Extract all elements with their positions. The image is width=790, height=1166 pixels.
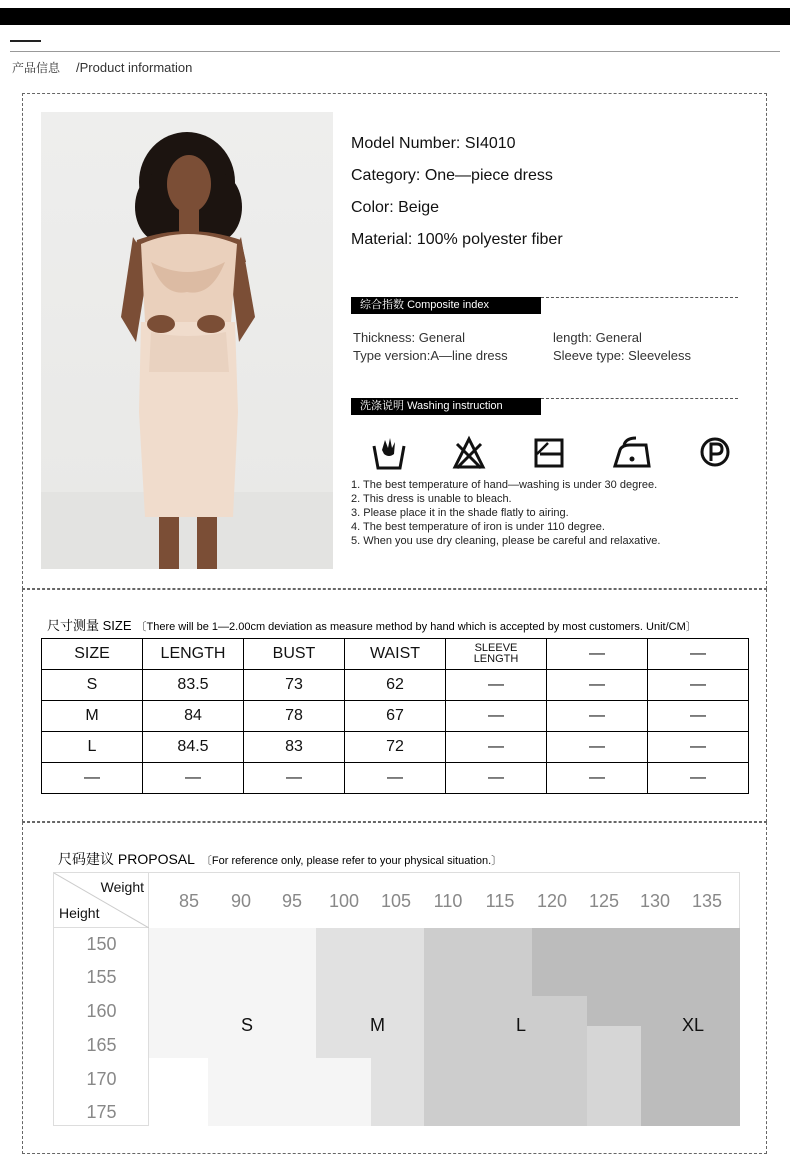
size-header-cell: — — [547, 639, 648, 670]
weight-tick: 115 — [485, 891, 515, 911]
zone-s-lower — [208, 1058, 371, 1126]
composite-divider — [541, 297, 738, 298]
table-cell: — — [446, 732, 547, 763]
proposal-title-text: 尺码建议 PROPOSAL — [58, 851, 195, 867]
size-header-cell-sleeve — [446, 639, 547, 670]
size-header-cell: SIZE — [42, 639, 143, 670]
table-cell: — — [648, 763, 749, 794]
height-tick: 175 — [86, 1102, 117, 1122]
height-tick: 160 — [86, 1001, 117, 1021]
weight-tick: 85 — [178, 891, 200, 911]
table-row — [42, 670, 749, 701]
table-cell: 83 — [244, 732, 345, 763]
heading-cn: 产品信息 — [12, 61, 61, 75]
weight-tick: 135 — [691, 891, 723, 911]
weight-tick: 100 — [328, 891, 360, 911]
size-table — [41, 638, 749, 794]
wash-line-2: 2. This dress is unable to bleach. — [351, 493, 512, 505]
height-tick: 155 — [86, 967, 117, 987]
height-tick: 150 — [86, 934, 117, 954]
zone-label-xl: XL — [682, 1015, 705, 1035]
table-cell: 78 — [244, 701, 345, 732]
table-row — [42, 701, 749, 732]
height-tick: 170 — [86, 1069, 117, 1089]
table-cell: 84.5 — [143, 732, 244, 763]
chart-corner-cell — [54, 873, 149, 928]
heading-en: /Product information — [76, 60, 193, 75]
attr-type-version: Type version:A—line dress — [353, 348, 508, 363]
table-cell: S — [42, 670, 143, 701]
table-cell: — — [143, 763, 244, 794]
top-banner-bar — [0, 8, 790, 25]
weight-tick: 105 — [380, 891, 412, 911]
table-cell: 83.5 — [143, 670, 244, 701]
spec-category: Category: One—piece dress — [351, 167, 553, 184]
table-cell: — — [648, 701, 749, 732]
composite-tag-cn: 综合指数 — [360, 299, 404, 311]
table-cell: 62 — [345, 670, 446, 701]
size-title-text: 尺寸测量 SIZE — [47, 618, 132, 633]
table-cell: — — [547, 670, 648, 701]
sleeve-line-2: LENGTH — [473, 653, 519, 665]
washing-instruction-tag — [351, 398, 541, 415]
table-cell: M — [42, 701, 143, 732]
spec-material: Material: 100% polyester fiber — [351, 231, 563, 248]
table-cell: — — [446, 763, 547, 794]
table-cell: — — [345, 763, 446, 794]
table-cell: 67 — [345, 701, 446, 732]
height-axis-label: Height — [59, 905, 100, 921]
table-cell: — — [42, 763, 143, 794]
wash-line-3: 3. Please place it in the shade flatly to airing. — [351, 507, 569, 519]
size-header-cell: WAIST — [345, 639, 446, 670]
table-cell: L — [42, 732, 143, 763]
height-column — [54, 928, 149, 1126]
size-header-row — [42, 639, 749, 670]
header-divider — [10, 51, 780, 52]
table-cell: — — [547, 763, 648, 794]
attr-length: length: General — [553, 330, 642, 345]
table-cell: 72 — [345, 732, 446, 763]
table-cell: 73 — [244, 670, 345, 701]
wash-line-5: 5. When you use dry cleaning, please be careful and relaxative. — [351, 535, 661, 547]
section-heading — [12, 59, 192, 76]
size-header-cell: — — [648, 639, 749, 670]
weight-tick: 90 — [230, 891, 252, 911]
proposal-section-title — [58, 849, 502, 869]
weight-axis-label: Weight — [100, 879, 144, 895]
zone-l-tail — [587, 1026, 641, 1126]
table-cell: — — [648, 732, 749, 763]
table-cell: 84 — [143, 701, 244, 732]
size-zones-graphic — [149, 928, 740, 1126]
product-photo — [41, 112, 333, 569]
size-header-cell: LENGTH — [143, 639, 244, 670]
size-proposal-chart — [53, 872, 740, 1126]
size-section-title — [47, 615, 697, 634]
table-cell: — — [547, 701, 648, 732]
washing-tag-en: Washing instruction — [407, 400, 503, 412]
zone-m-lower — [371, 1058, 424, 1126]
weight-tick: 120 — [536, 891, 568, 911]
zone-label-l: L — [516, 1015, 527, 1035]
iron-low-icon — [612, 434, 652, 472]
size-header-cell: BUST — [244, 639, 345, 670]
attr-sleeve-type: Sleeve type: Sleeveless — [553, 348, 692, 363]
proposal-note: 〔For reference only, please refer to your physical situation.〕 — [200, 855, 503, 867]
hand-wash-icon — [372, 434, 406, 472]
height-tick: 165 — [86, 1035, 117, 1055]
dry-clean-p-icon — [698, 434, 732, 472]
zone-label-m: M — [370, 1015, 385, 1035]
no-bleach-icon — [452, 434, 486, 472]
attr-thickness: Thickness: General — [353, 330, 465, 345]
sleeve-line-1: SLEEVE — [474, 642, 518, 654]
table-cell: — — [446, 701, 547, 732]
weight-tick: 125 — [588, 891, 620, 911]
table-row — [42, 732, 749, 763]
composite-index-tag — [351, 297, 541, 314]
washing-tag-cn: 洗涤说明 — [360, 400, 404, 412]
weight-tick: 95 — [281, 891, 303, 911]
table-cell: — — [547, 732, 648, 763]
table-cell: — — [648, 670, 749, 701]
composite-tag-en: Composite index — [407, 299, 489, 311]
washing-divider — [541, 398, 738, 399]
spec-model: Model Number: SI4010 — [351, 135, 516, 152]
header-accent-dash — [10, 40, 41, 42]
table-cell: — — [244, 763, 345, 794]
wash-line-4: 4. The best temperature of iron is under 110 degree. — [351, 521, 605, 533]
wash-line-1: 1. The best temperature of hand—washing is under 30 degree. — [351, 479, 658, 491]
spec-color: Color: Beige — [351, 199, 440, 216]
zone-label-s: S — [241, 1015, 254, 1035]
dry-flat-shade-icon — [532, 434, 566, 472]
table-row — [42, 763, 749, 794]
zone-l-lower — [478, 1058, 532, 1126]
size-note: 〔There will be 1—2.00cm deviation as measure method by hand which is accepted by most customers. Unit/CM〕 — [135, 621, 697, 633]
table-cell: — — [446, 670, 547, 701]
weight-tick: 110 — [433, 891, 463, 911]
weight-tick: 130 — [639, 891, 671, 911]
